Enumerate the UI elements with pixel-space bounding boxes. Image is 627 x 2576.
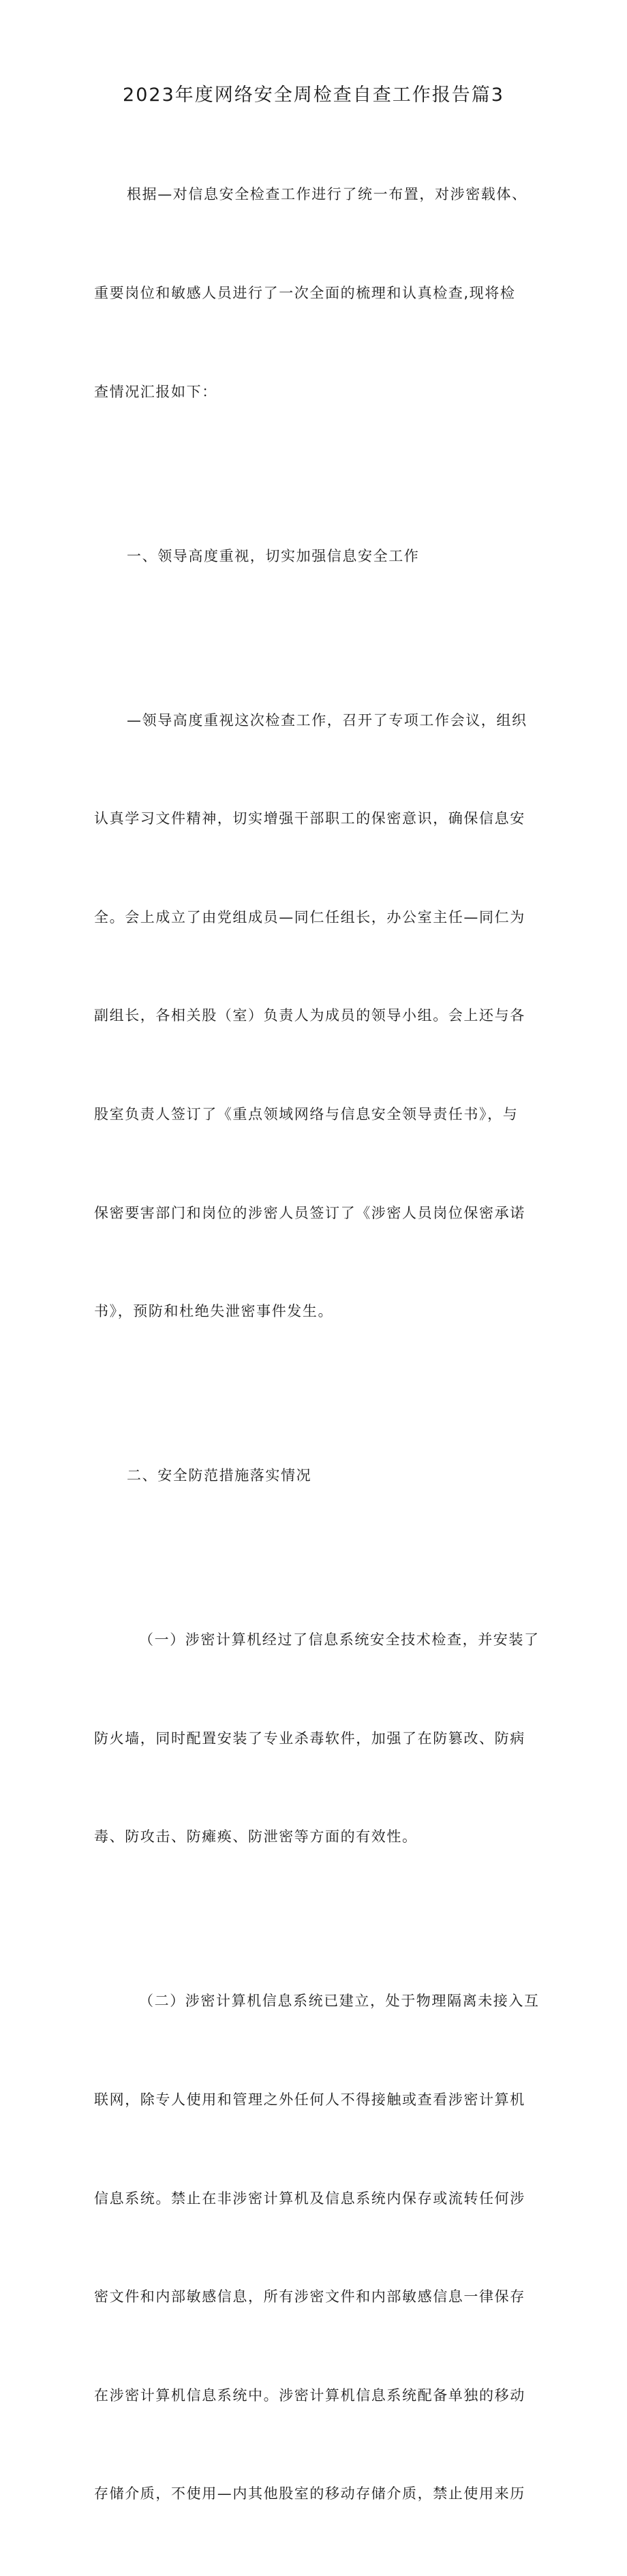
- section-heading-2: [94, 1394, 538, 1558]
- text-line: 在涉密计算机信息系统中。涉密计算机信息系统配备单独的移动: [94, 2387, 525, 2404]
- text-line: 存储介质，不使用—内其他股室的移动存储介质，禁止使用来历: [94, 2485, 525, 2502]
- text-line: 股室负责人签订了《重点领域网络与信息安全领导责任书》，与: [94, 1105, 519, 1122]
- paragraph-measure-1: [94, 1558, 538, 1919]
- paragraph-intro: [94, 112, 538, 474]
- text-line: 毒、防攻击、防瘫痪、防泄密等方面的有效性。: [94, 1828, 418, 1845]
- text-line: 书》，预防和杜绝失泄密事件发生。: [94, 1303, 334, 1320]
- text-line: 联网，除专人使用和管理之外任何人不得接触或查看涉密计算机: [94, 2091, 525, 2108]
- paragraph-leadership: [94, 638, 538, 1394]
- text-line: 保密要害部门和岗位的涉密人员签订了《涉密人员岗位保密承诺: [94, 1204, 525, 1221]
- text-line: 副组长，各相关股（室）负责人为成员的领导小组。会上还与各: [94, 1007, 525, 1024]
- text-line: 根据—对信息安全检查工作进行了统一布置，对涉密载体、: [127, 186, 527, 203]
- text-line: 一、领导高度重视，切实加强信息安全工作: [127, 547, 420, 564]
- text-line: 防火墙，同时配置安装了专业杀毒软件，加强了在防篡改、防病: [94, 1730, 525, 1747]
- text-line: 查情况汇报如下：: [94, 383, 217, 400]
- text-line: 信息系统。禁止在非涉密计算机及信息系统内保存或流转任何涉: [94, 2190, 525, 2207]
- text-line: 全。会上成立了由党组成员—同仁任组长，办公室主任—同仁为: [94, 908, 525, 925]
- text-line: 认真学习文件精神，切实增强干部职工的保密意识，确保信息安: [94, 810, 525, 827]
- text-line: —领导高度重视这次检查工作，召开了专项工作会议，组织: [127, 711, 527, 729]
- section-heading-1: [94, 474, 538, 638]
- paragraph-measure-2: [94, 1919, 538, 2576]
- text-line: （一）涉密计算机经过了信息系统安全技术检查，并安装了: [139, 1631, 540, 1649]
- text-line: 二、安全防范措施落实情况: [127, 1467, 312, 1484]
- text-line: 重要岗位和敏感人员进行了一次全面的梳理和认真检查,现将检: [94, 285, 516, 301]
- text-line: （二）涉密计算机信息系统已建立，处于物理隔离未接入互: [139, 1993, 540, 2010]
- document-body: [94, 112, 538, 2576]
- document-title: 2023年度网络安全周检查自查工作报告篇3: [123, 85, 504, 106]
- text-line: 密文件和内部敏感信息，所有涉密文件和内部敏感信息一律保存: [94, 2288, 525, 2305]
